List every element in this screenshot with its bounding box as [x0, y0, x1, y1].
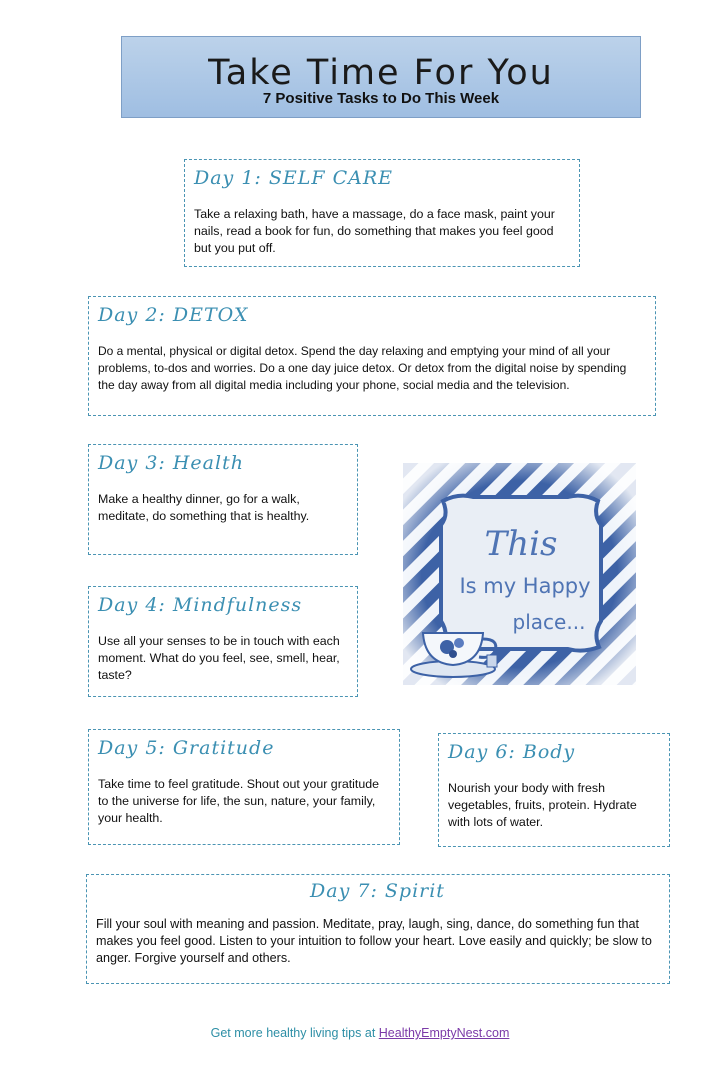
day-4-text: Use all your senses to be in touch with each moment. What do you feel, see, smell, hear, taste? — [98, 634, 340, 682]
footer — [0, 1026, 720, 1040]
title-banner — [121, 36, 641, 118]
day-7-box — [86, 874, 670, 984]
footer-link[interactable]: HealthyEmptyNest.com — [378, 1026, 510, 1040]
day-6-title: Day 6: Body — [448, 741, 576, 763]
day-2-box — [88, 296, 656, 416]
happy-line-2: Is my Happy — [459, 574, 591, 598]
happy-line-3: place... — [512, 610, 586, 634]
day-7-text: Fill your soul with meaning and passion. Meditate, pray, laugh, sing, dance, do something fun that makes you feel good. Listen to your intuition to follow your heart. Love easily and quickly; be slow to anger. Forgive yourself and others. — [96, 917, 652, 965]
happy-line-1: This — [484, 524, 558, 564]
day-5-text: Take time to feel gratitude. Shout out your gratitude to the universe for life, the sun, nature, your family, your health. — [98, 777, 380, 825]
footer-text: Get more healthy living tips at — [210, 1026, 379, 1040]
day-3-text: Make a healthy dinner, go for a walk, meditate, do something that is healthy. — [98, 492, 310, 523]
day-4-box — [88, 586, 358, 697]
page-subtitle: 7 Positive Tasks to Do This Week — [262, 90, 500, 107]
day-5-title: Day 5: Gratitude — [98, 737, 275, 759]
day-5-box — [88, 729, 400, 845]
day-2-text: Do a mental, physical or digital detox. Spend the day relaxing and emptying your mind of all your problems, to-dos and worries. Do a one day juice detox. Or detox from the digital noise by spending the day away from all digital media including your phone, social media and the television. — [98, 344, 627, 392]
day-4-title: Day 4: Mindfulness — [98, 594, 303, 616]
day-1-text: Take a relaxing bath, have a massage, do a face mask, paint your nails, read a book for fun, do something that makes you feel good but you put off. — [194, 207, 555, 255]
day-1-box — [184, 159, 580, 267]
day-3-box — [88, 444, 358, 555]
day-3-title: Day 3: Health — [98, 452, 244, 474]
day-7-title: Day 7: Spirit — [310, 880, 445, 902]
day-6-box — [438, 733, 670, 847]
day-6-text: Nourish your body with fresh vegetables, fruits, protein. Hydrate with lots of water. — [448, 781, 637, 829]
page-title: Take Time For You — [208, 53, 554, 93]
day-2-title: Day 2: DETOX — [98, 304, 249, 326]
day-1-title: Day 1: SELF CARE — [194, 167, 394, 189]
happy-place-image — [403, 463, 636, 685]
